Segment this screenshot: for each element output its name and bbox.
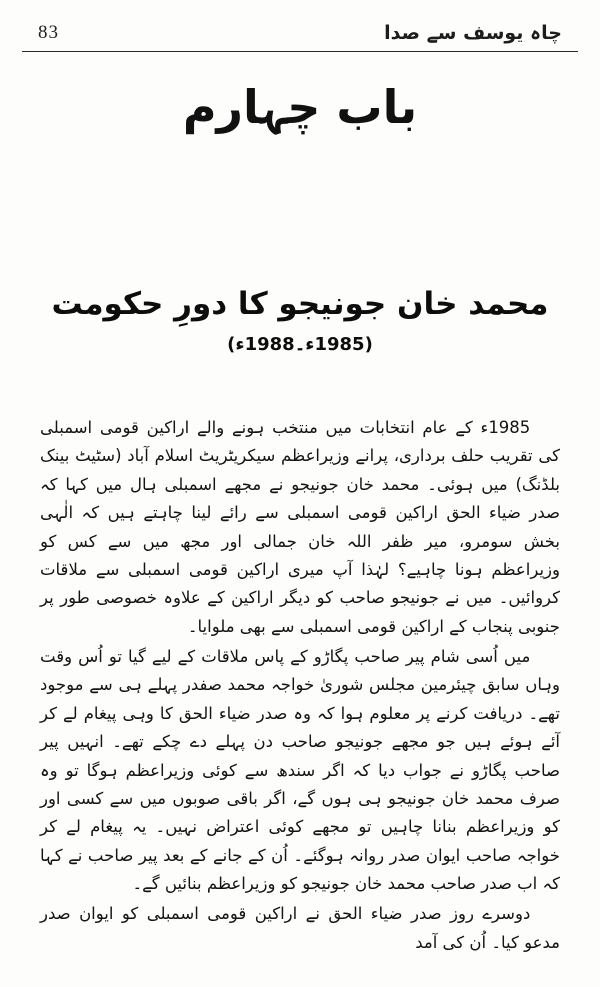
running-header [22, 22, 578, 52]
body-paragraph: دوسرے روز صدر ضیاء الحق نے اراکین قومی اسمبلی کو ایوان صدر مدعو کیا۔ اُن کی آمد [40, 904, 560, 952]
body-paragraph: 1985ء کے عام انتخابات میں منتخب ہونے والے اراکین قومی اسمبلی کی تقریب حلف برداری، پرانے وزیراعظم سیکریٹریٹ اسلام آباد (سٹیٹ بینک بلڈنگ) میں ہوئی۔ محمد خان جونیجو نے مجھے اسمبلی ہال میں کہا کہ صدر ضیاء الحق اراکین قومی اسمبلی سے رائے لینا چاہتے ہیں کہ الٰہی بخش سومرو، میر ظفر اللہ خان جمالی اور مجھ میں سے کس کو وزیراعظم ہونا چاہیے؟ لہٰذا آپ میری اراکین قومی اسمبلی سے ملاقات کروائیں۔ میں نے جونیجو صاحب کو دیگر اراکین کے علاوہ خصوصی طور پر جنوبی پنجاب کے اراکین قومی اسمبلی سے بھی ملوایا۔ [40, 418, 560, 636]
header-book-title: چاہ یوسف سے صدا [384, 22, 562, 44]
section-title-years: (1985ء۔1988ء) [227, 334, 373, 356]
section-title-text: محمد خان جونیجو کا دورِ حکومت [51, 285, 549, 322]
chapter-heading: باب چہارم [182, 80, 418, 134]
body-paragraph: میں اُسی شام پیر صاحب پگاڑو کے پاس ملاقات کے لیے گیا تو اُس وقت وہاں سابق چیئرمین مجلس شوریٰ خواجہ محمد صفدر پہلے ہی سے موجود تھے۔ دریافت کرنے پر معلوم ہوا کہ وہ صدر ضیاء الحق کا وہی پیغام لے کر آئے ہوئے ہیں جو مجھے جونیجو صاحب دن پہلے دے چکے تھے۔ انہیں پیر صاحب پگاڑو نے جواب دیا کہ اگر سندھ سے کوئی وزیراعظم ہوگا تو وہ صرف محمد خان جونیجو ہی ہوں گے، اگر باقی صوبوں میں سے کسی اور کو وزیراعظم بنانا چاہیں تو مجھے کوئی اعتراض نہیں۔ یہ پیغام لے کر خواجہ صاحب ایوان صدر روانہ ہوگئے۔ اُن کے جانے کے بعد پیر صاحب نے کہا کہ اب صدر صاحب محمد خان جونیجو کو وزیراعظم بنائیں گے۔ [40, 647, 560, 894]
body-text [40, 414, 560, 957]
section-title [0, 285, 600, 363]
page-number: 83 [38, 22, 59, 43]
